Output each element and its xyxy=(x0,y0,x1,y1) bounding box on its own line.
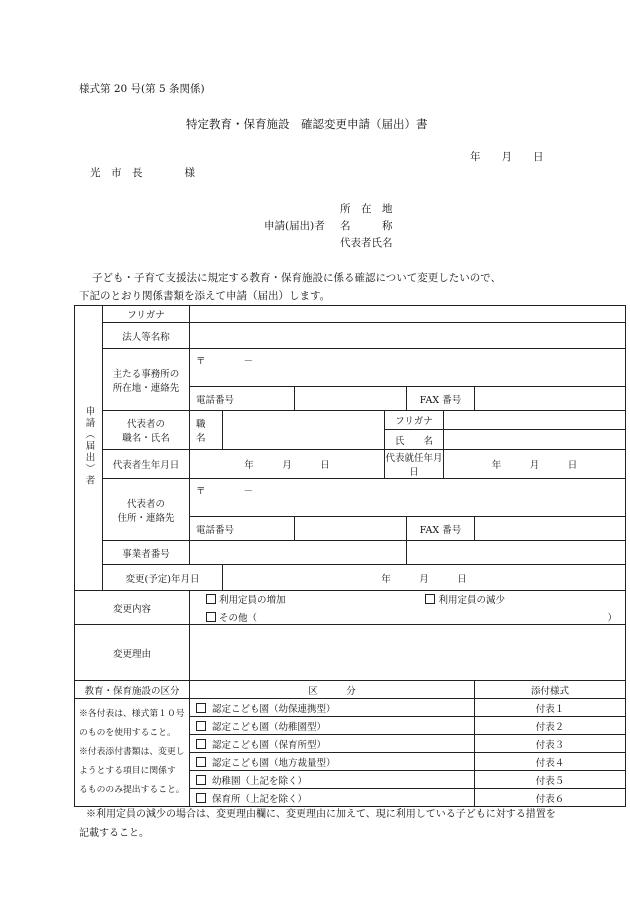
rep-postal-field[interactable]: 〒 － xyxy=(190,479,626,517)
attach-column-header: 添付様式 xyxy=(475,681,626,699)
corp-name-field[interactable] xyxy=(190,323,626,349)
applicant-address-label: 所 在 地 xyxy=(340,203,393,215)
office-fax-label: FAX 番号 xyxy=(407,387,475,411)
rep-phone-label: 電話番号 xyxy=(190,517,295,541)
class-row[interactable]: 認定こども園（幼稚園型） xyxy=(190,717,475,735)
rep-position-field[interactable] xyxy=(223,411,385,450)
facility-notes: ※各付表は、様式第１０号 のものを使用すること。 ※付表添付書類は、変更し ようとする項目に関係す るもののみ提出すること。 xyxy=(75,699,190,807)
rep-fax-field[interactable] xyxy=(475,517,626,541)
rep-birth-label: 代表者生年月日 xyxy=(103,450,190,479)
business-number-field[interactable] xyxy=(190,541,407,565)
office-phone-label: 電話番号 xyxy=(190,387,295,411)
footer-note-1: ※利用定員の減少の場合は、変更理由欄に、変更理由に加えて、現に利用している子どもに対する措置を xyxy=(86,809,556,820)
increase-checkbox[interactable]: 利用定員の増加 xyxy=(206,592,286,606)
attach-cell: 付表２ xyxy=(475,717,626,735)
addressee: 光 市 長 様 xyxy=(90,167,195,179)
class-checkbox xyxy=(196,775,206,785)
class-row[interactable]: 保育所（上記を除く） xyxy=(190,789,475,807)
change-date-label: 変更(予定)年月日 xyxy=(103,565,223,591)
rep-position-label: 職 名 xyxy=(190,411,223,450)
other-checkbox[interactable]: その他（ xyxy=(206,610,257,624)
rep-name-label: 氏 名 xyxy=(385,430,444,450)
other-close: ） xyxy=(607,612,617,624)
page-title: 特定教育・保育施設 確認変更申請（届出）書 xyxy=(186,117,428,131)
class-checkbox xyxy=(196,721,206,731)
form-number: 様式第 20 号(第 5 条関係) xyxy=(79,83,205,95)
change-content-options xyxy=(190,591,626,625)
rep-start-field[interactable]: 年 月 日 xyxy=(444,450,626,479)
date-line: 年 月 日 xyxy=(470,151,544,163)
change-reason-label: 変更理由 xyxy=(75,625,190,681)
class-checkbox xyxy=(196,703,206,713)
rep-title-label: 代表者の 職名・氏名 xyxy=(103,411,190,450)
intro-line-1: 子ども・子育て支援法に規定する教育・保育施設に係る確認について変更したいので、 xyxy=(92,272,502,284)
rep-name-field[interactable] xyxy=(444,430,626,450)
attach-cell: 付表４ xyxy=(475,753,626,771)
rep-birth-field[interactable]: 年 月 日 xyxy=(190,450,385,479)
class-row[interactable]: 認定こども園（保育所型） xyxy=(190,735,475,753)
class-row[interactable]: 認定こども園（幼保連携型） xyxy=(190,699,475,717)
rep-phone-field[interactable] xyxy=(295,517,407,541)
intro-line-2: 下記のとおり関係書類を添えて申請（届出）します。 xyxy=(79,290,331,302)
change-reason-field[interactable] xyxy=(190,625,626,681)
office-fax-field[interactable] xyxy=(475,387,626,411)
attach-cell: 付表５ xyxy=(475,771,626,789)
class-checkbox xyxy=(196,757,206,767)
corp-name-label: 法人等名称 xyxy=(103,323,190,349)
office-phone-field[interactable] xyxy=(295,387,407,411)
rep-furigana-field[interactable] xyxy=(444,411,626,430)
class-checkbox xyxy=(196,793,206,803)
change-content-label: 変更内容 xyxy=(75,591,190,625)
rep-start-label: 代表就任年月日 xyxy=(385,450,444,479)
attach-cell: 付表３ xyxy=(475,735,626,753)
rep-fax-label: FAX 番号 xyxy=(407,517,475,541)
rep-furigana-label: フリガナ xyxy=(385,411,444,430)
class-column-header: 区 分 xyxy=(190,681,475,699)
furigana-field[interactable] xyxy=(190,306,626,323)
applicant-side-label: 申請（届出）者 xyxy=(75,306,103,591)
change-date-field[interactable]: 年 月 日 xyxy=(223,565,626,591)
application-form-table xyxy=(74,305,626,807)
office-postal-field[interactable]: 〒 － xyxy=(190,349,626,387)
decrease-checkbox[interactable]: 利用定員の減少 xyxy=(425,592,505,606)
class-checkbox xyxy=(196,739,206,749)
applicant-name-label: 名 称 xyxy=(340,220,393,232)
attach-cell: 付表６ xyxy=(475,789,626,807)
footer-note-2: 記載すること。 xyxy=(79,828,149,839)
office-address-label: 主たる事務所の 所在地・連絡先 xyxy=(103,349,190,411)
class-row[interactable]: 認定こども園（地方裁量型） xyxy=(190,753,475,771)
business-number-label: 事業者番号 xyxy=(103,541,190,565)
applicant-label: 申請(届出)者 xyxy=(264,220,325,232)
class-row[interactable]: 幼稚園（上記を除く） xyxy=(190,771,475,789)
rep-address-label: 代表者の 住所・連絡先 xyxy=(103,479,190,541)
furigana-label: フリガナ xyxy=(103,306,190,323)
facility-class-label: 教育・保育施設の区分 xyxy=(75,681,190,699)
applicant-rep-label: 代表者氏名 xyxy=(340,237,393,249)
attach-cell: 付表１ xyxy=(475,699,626,717)
